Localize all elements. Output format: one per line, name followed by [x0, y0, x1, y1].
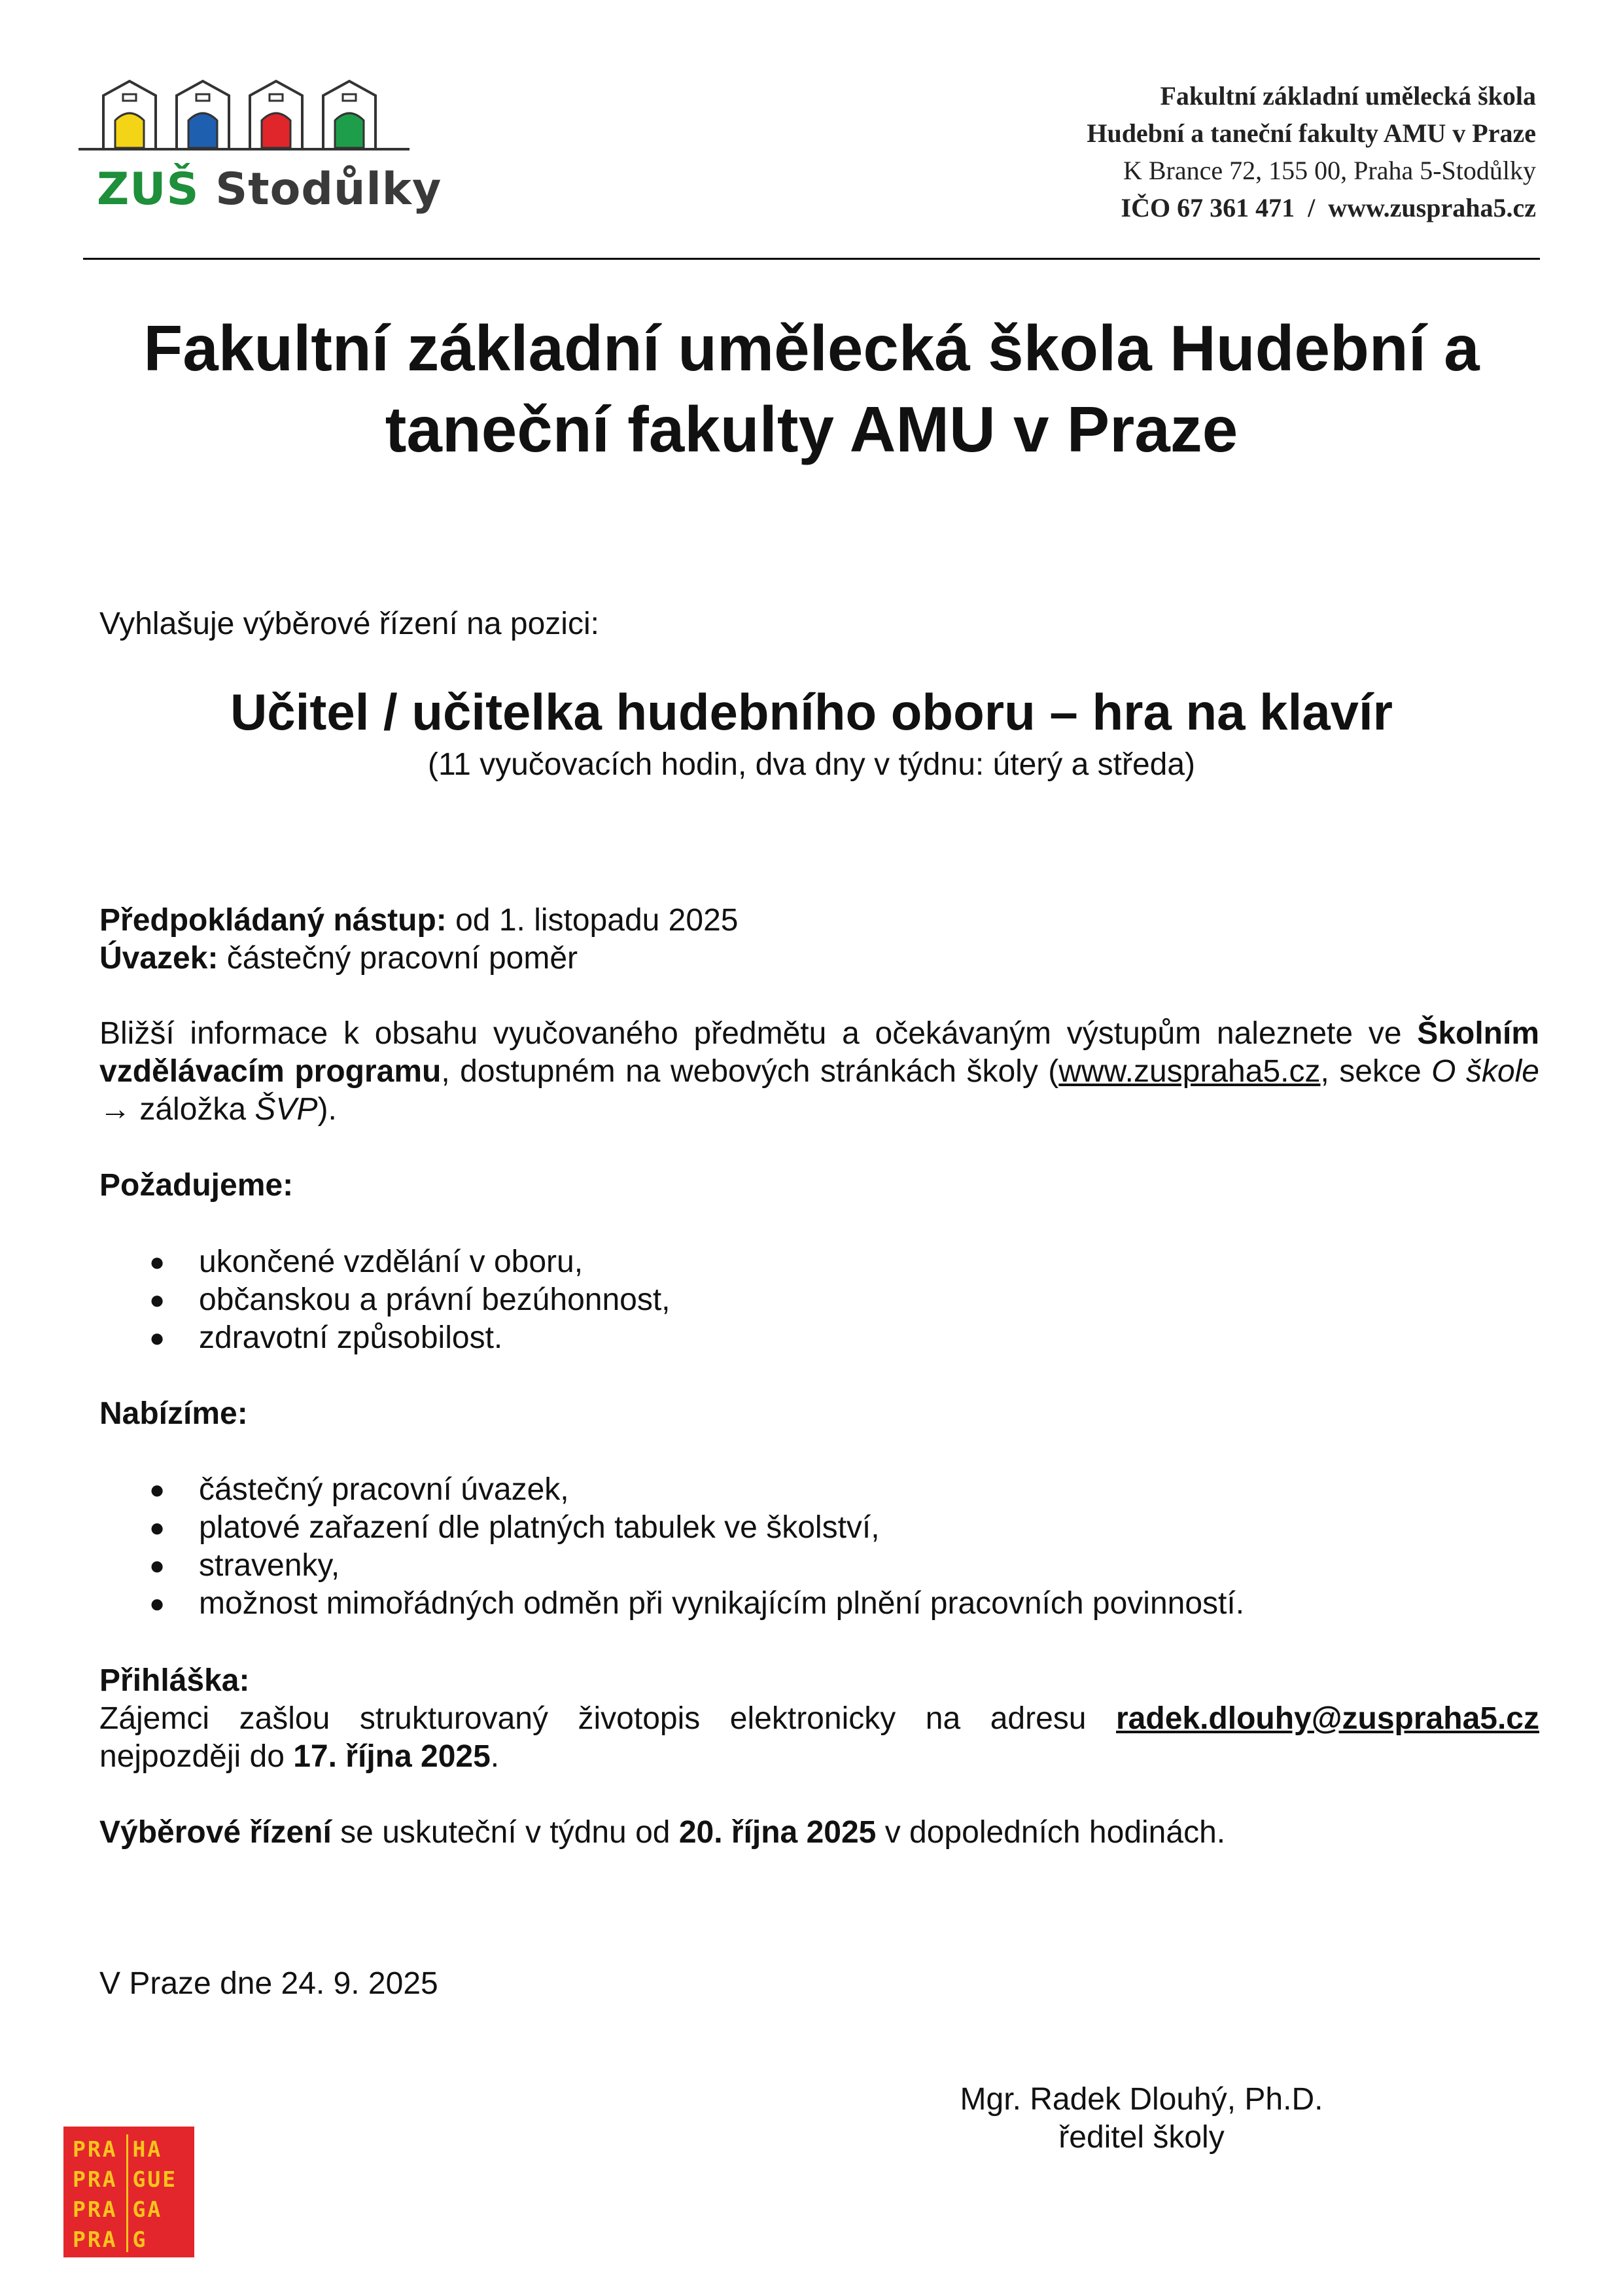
application-text-3: .	[490, 1739, 500, 1774]
list-item-text: částečný pracovní úvazek,	[199, 1472, 569, 1507]
list-item-text: ukončené vzdělání v oboru,	[199, 1245, 584, 1279]
list-item	[99, 1547, 1244, 1585]
position-subtitle: (11 vyučovacích hodin, dva dny v týdnu: úterý a středa)	[427, 747, 1196, 782]
info-arrow-text: → záložka	[99, 1092, 255, 1127]
list-item	[99, 1281, 671, 1319]
list-item-text: zdravotní způsobilost.	[199, 1320, 503, 1355]
info-text-3: , sekce	[1320, 1054, 1432, 1089]
selection-date: 20. října 2025	[678, 1815, 877, 1850]
school-info	[1087, 77, 1536, 226]
application-heading: Přihláška:	[99, 1663, 250, 1698]
selection-bold-1: Výběrové řízení	[99, 1815, 332, 1850]
workload-value: částečný pracovní poměr	[218, 941, 578, 976]
start-label: Předpokládaný nástup:	[99, 903, 447, 938]
workload	[99, 940, 1539, 978]
info-text-1: Bližší informace k obsahu vyučovaného předmětu a očekávaným výstupům naleznete ve	[99, 1016, 1418, 1051]
application-text-1: Zájemci zašlou strukturovaný životopis elektronicky na adresu	[99, 1701, 1116, 1736]
requirements-list	[99, 1243, 671, 1357]
email-link[interactable]: radek.dlouhy@zuspraha5.cz	[1116, 1701, 1539, 1736]
school-contact: IČO 67 361 471 / www.zuspraha5.cz	[1121, 193, 1536, 222]
info-italic-section: O škole	[1431, 1054, 1540, 1089]
start-date	[99, 902, 1539, 940]
bullet-icon: ●	[149, 1551, 166, 1580]
list-item	[99, 1585, 1244, 1623]
info-italic-svp: ŠVP	[254, 1092, 318, 1127]
selection-text-1: se uskuteční v týdnu od	[331, 1815, 679, 1850]
list-item-text: možnost mimořádných odměn při vynikajícím plnění pracovních povinností.	[199, 1586, 1245, 1621]
logo-text-stodulky: Stodůlky	[215, 164, 442, 215]
application-text-2: nejpozději do	[99, 1739, 294, 1774]
position-title: Učitel / učitelka hudebního oboru – hra na klavír	[230, 683, 1393, 741]
bullet-icon: ●	[149, 1475, 166, 1504]
list-item	[99, 1243, 671, 1281]
signature-block	[945, 2081, 1338, 2157]
selection-text	[99, 1814, 1539, 1852]
bullet-icon: ●	[149, 1248, 166, 1277]
house-icon	[250, 81, 302, 148]
start-value: od 1. listopadu 2025	[446, 903, 739, 938]
bullet-icon: ●	[149, 1324, 166, 1352]
page-title-line2: taneční fakulty AMU v Praze	[385, 393, 1238, 465]
bullet-icon: ●	[149, 1286, 166, 1315]
list-item-text: platové zařazení dle platných tabulek ve školství,	[199, 1510, 880, 1545]
list-item	[99, 1509, 1244, 1547]
offer-list	[99, 1471, 1244, 1623]
header-divider	[83, 258, 1540, 260]
school-address: K Brance 72, 155 00, Praha 5-Stodůlky	[1123, 156, 1536, 185]
list-item	[99, 1319, 671, 1357]
info-text-4: ).	[317, 1092, 337, 1127]
house-icon	[103, 81, 156, 148]
page-title	[65, 308, 1558, 470]
school-name-line2: Hudební a taneční fakulty AMU v Praze	[1087, 118, 1536, 148]
selection-text-2: v dopoledních hodinách.	[876, 1815, 1226, 1850]
info-svp-bold: Školním vzdělávacím programu	[99, 1016, 1539, 1089]
school-name-line1: Fakultní základní umělecká škola	[1160, 81, 1536, 111]
application-line1	[99, 1700, 1539, 1738]
list-item-text: stravenky,	[199, 1548, 340, 1583]
house-icon	[323, 81, 375, 148]
info-paragraph	[99, 1015, 1539, 1129]
application-text	[99, 1700, 1539, 1776]
offer-heading: Nabízíme:	[99, 1396, 248, 1431]
signatory-name: Mgr. Radek Dlouhý, Ph.D.	[960, 2082, 1323, 2117]
place-and-date: V Praze dne 24. 9. 2025	[99, 1966, 438, 2001]
requirements-heading: Požadujeme:	[99, 1168, 294, 1203]
application-deadline: 17. října 2025	[293, 1739, 491, 1774]
info-text-2: , dostupném na webových stránkách školy (	[441, 1054, 1059, 1089]
workload-label: Úvazek:	[99, 941, 218, 976]
page-title-line1: Fakultní základní umělecká škola Hudební a	[143, 312, 1480, 384]
intro-text: Vyhlašuje výběrové řízení na pozici:	[99, 607, 599, 641]
signatory-role: ředitel školy	[1058, 2120, 1225, 2155]
school-website-link[interactable]: www.zuspraha5.cz	[1058, 1054, 1321, 1089]
bullet-icon: ●	[149, 1513, 166, 1542]
bullet-icon: ●	[149, 1589, 166, 1618]
logo-text	[97, 164, 442, 215]
praha-logo	[63, 2127, 194, 2257]
list-item-text: občanskou a právní bezúhonnost,	[199, 1282, 671, 1317]
list-item	[99, 1471, 1244, 1509]
praha-logo-text: PRA HA PRA GUE PRA GA PRA G	[73, 2136, 178, 2252]
house-icon	[177, 81, 229, 148]
logo-text-zus: ZUŠ	[97, 164, 200, 215]
